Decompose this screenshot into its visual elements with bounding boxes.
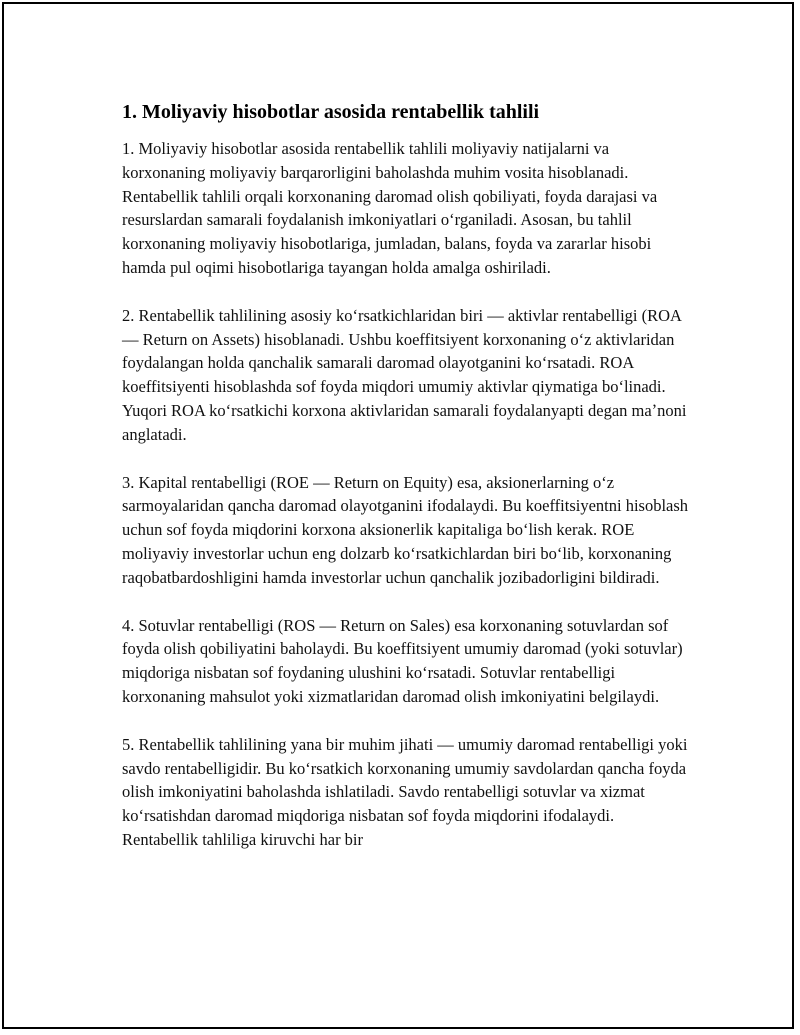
paragraph-1: 1. Moliyaviy hisobotlar asosida rentabellik tahlili moliyaviy natijalarni va korxonaning moliyaviy barqarorligini baholashda muhim vosita hisoblanadi. Rentabellik tahlili orqali korxonaning daromad olish qobiliyati, foyda darajasi va resurslardan samarali foydalanish imkoniyatlari oʻrganiladi. Asosan, bu tahlil korxonaning moliyaviy hisobotlariga, jumladan, balans, foyda va zararlar hisobi hamda pul oqimi hisobotlariga tayangan holda amalga oshiriladi. [122, 139, 658, 277]
paragraph-4: 4. Sotuvlar rentabelligi (ROS — Return on Sales) esa korxonaning sotuvlardan sof foyda olish qobiliyatini baholaydi. Bu koeffitsiyent umumiy daromad (yoki sotuvlar) miqdoriga nisbatan sof foydaning ulushini koʻrsatadi. Sotuvlar rentabelligi korxonaning mahsulot yoki xizmatlaridan daromad olish imkoniyatini belgilaydi. [122, 615, 683, 706]
document-title: 1. Moliyaviy hisobotlar asosida rentabellik tahlili [122, 101, 540, 123]
paragraph-3: 3. Kapital rentabelligi (ROE — Return on Equity) esa, aksionerlarning oʻz sarmoyalaridan qancha daromad olayotganini ifodalaydi. Bu koeffitsiyentni hisoblash uchun sof foyda miqdorini korxona aksionerlik kapitaliga boʻlish kerak. ROE moliyaviy investorlar uchun eng dolzarb koʻrsatkichlardan biri boʻlib, korxonaning raqobatbardoshligini hamda investorlar uchun qanchalik jozibadorligini bildiradi. [122, 472, 689, 587]
paragraph-2: 2. Rentabellik tahlilining asosiy koʻrsatkichlaridan biri — aktivlar rentabelligi (ROA — Return on Assets) hisoblanadi. Ushbu koeffitsiyent korxonaning oʻz aktivlaridan foydalangan holda qanchalik samarali daromad olayotganini koʻrsatadi. ROA koeffitsiyenti hisoblashda sof foyda miqdori umumiy aktivlar qiymatiga boʻlinadi. Yuqori ROA koʻrsatkichi korxona aktivlaridan samarali foydalanyapti degan maʼnoni anglatadi. [122, 305, 687, 444]
paragraph-5: 5. Rentabellik tahlilining yana bir muhim jihati — umumiy daromad rentabelligi yoki savdo rentabelligidir. Bu koʻrsatkich korxonaning umumiy savdolardan qancha foyda olish imkoniyatini baholashda ishlatiladi. Savdo rentabelligi sotuvlar va xizmat koʻrsatishdan daromad miqdoriga nisbatan sof foyda miqdorini ifodalaydi. Rentabellik tahliliga kiruvchi har bir [122, 734, 688, 849]
document-body [122, 100, 694, 876]
page-frame [2, 2, 794, 1029]
